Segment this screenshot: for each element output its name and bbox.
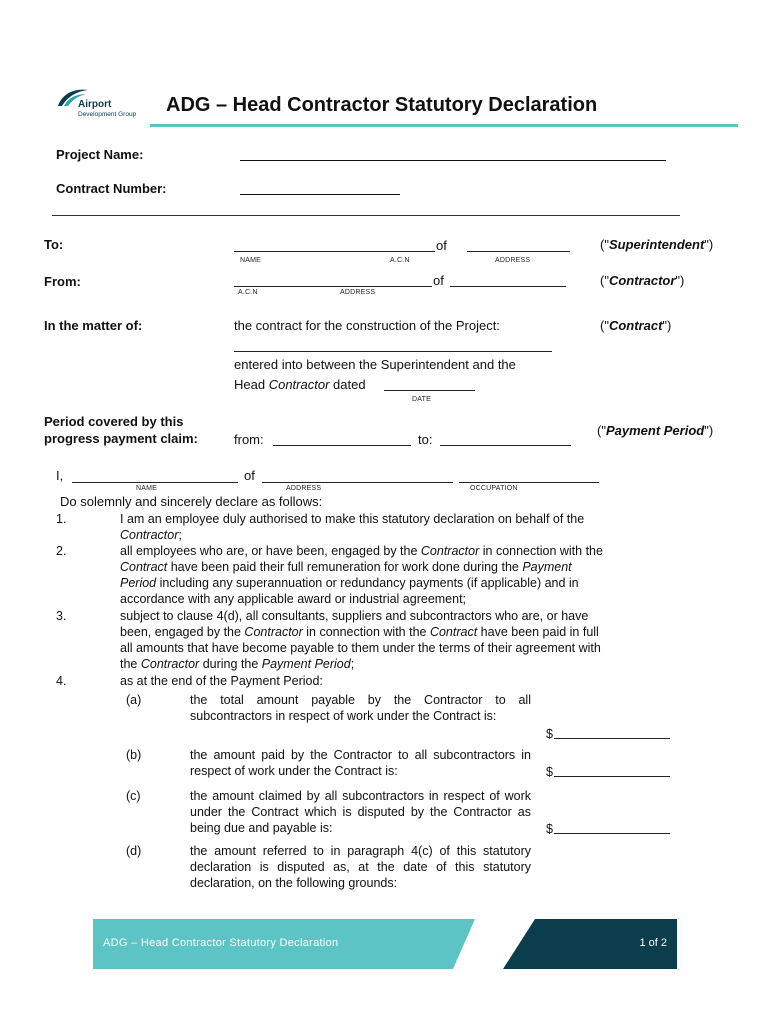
contract-number-field[interactable] (240, 182, 400, 195)
period-word: Period (120, 576, 157, 590)
logo-line1: Airport (78, 99, 112, 110)
item-4-text: as at the end of the Payment Period: (120, 674, 323, 688)
superintendent-name-field[interactable] (234, 240, 435, 252)
subitem-b-amount-field[interactable] (554, 765, 670, 777)
item-3-part: subject to clause 4(d), all consultants, suppliers and subcontractors who are, or have (120, 609, 589, 623)
subitem-d-label: (d) (126, 844, 142, 858)
subitem-d-text: the amount referred to in paragraph 4(c) of this statutory declaration is disputed as, at the date of this statutory declaration, on the following grounds: (190, 844, 531, 890)
subitem-b-dollar: $ (546, 765, 553, 779)
from-label: From: (44, 274, 81, 289)
item-2-part: accordance with any applicable award or industrial agreement; (120, 592, 467, 606)
title-rule (150, 124, 738, 127)
subitem-b-text: the amount paid by the Contractor to all subcontractors in respect of work under the Contract is: (190, 748, 531, 778)
declarant-name-field[interactable] (72, 470, 238, 483)
from-acn-caption: A.C.N (238, 289, 258, 296)
contract-word: Contract (429, 625, 478, 639)
contract-word: Contract (120, 560, 168, 574)
payment-period-role (597, 423, 713, 438)
item-3-part: have been paid in full (477, 625, 599, 639)
declarant-i: I, (56, 468, 64, 483)
role-open: (" (597, 423, 606, 438)
footer-page-number: 1 of 2 (639, 937, 667, 949)
to-name-caption: NAME (240, 257, 262, 264)
payment-period-word: Payment Period (261, 657, 351, 671)
item-3-part: in connection with the (302, 625, 430, 639)
subitem-b-label: (b) (126, 748, 142, 762)
item-4-number: 4. (56, 674, 67, 688)
item-3-text (120, 608, 680, 672)
entered-text: entered into between the Superintendent and the (234, 357, 516, 372)
declarant-of: of (244, 468, 255, 483)
item-2-part: including any superannuation or redundancy payments (if applicable) and in (156, 576, 579, 590)
item-3-part: all amounts that have become payable to them under the terms of their agreement with (120, 641, 601, 655)
head-pre: Head (234, 377, 269, 392)
subitem-c-dollar: $ (546, 822, 553, 836)
contract-number-label: Contract Number: (56, 181, 167, 196)
subitem-a-label: (a) (126, 693, 142, 707)
subitem-c-text: the amount claimed by all subcontractors in respect of work under the Contract which is disputed by the Contractor as being due and payable is: (190, 789, 531, 835)
item-3-number: 3. (56, 609, 67, 623)
item-2-part: have been paid their full remuneration for work done during the (167, 560, 523, 574)
payment-word: Payment (522, 560, 572, 574)
from-of: of (433, 273, 444, 288)
item-2-text (120, 543, 680, 607)
item-3-part: been, engaged by the (120, 625, 245, 639)
contractor-role-text: Contractor (608, 273, 676, 288)
period-label-line2: progress payment claim: (44, 431, 198, 446)
period-to-label: to: (418, 432, 433, 447)
logo-line2: Development Group (78, 111, 137, 118)
section-divider (52, 215, 680, 216)
item-3-part: the (120, 657, 141, 671)
role-open: (" (600, 237, 609, 252)
declare-text: Do solemnly and sincerely declare as follows: (60, 494, 323, 509)
item-1-part: ; (178, 528, 182, 542)
role-close: ") (704, 237, 714, 252)
superintendent-role (600, 237, 713, 252)
matter-text: the contract for the construction of the Project: (234, 318, 500, 333)
subitem-c-label: (c) (126, 789, 141, 803)
contractor-role (600, 273, 684, 288)
subitem-c-amount-field[interactable] (554, 822, 670, 834)
declarant-address-caption: ADDRESS (286, 485, 322, 492)
contract-date-field[interactable] (384, 378, 475, 391)
superintendent-role-text: Superintendent (608, 237, 705, 252)
item-2-number: 2. (56, 544, 67, 558)
to-of: of (436, 238, 447, 253)
project-name-field[interactable] (240, 148, 666, 161)
superintendent-address-field[interactable] (467, 240, 570, 252)
item-3-part: during the (199, 657, 262, 671)
page-title: ADG – Head Contractor Statutory Declaration (166, 94, 598, 116)
subitem-a-text: the total amount payable by the Contractor to all subcontractors in respect of work under the Contract is: (190, 693, 531, 723)
item-2-part: in connection with the (479, 544, 603, 558)
period-from-field[interactable] (273, 433, 411, 446)
project-field[interactable] (234, 339, 552, 352)
footer-bar (93, 919, 677, 969)
item-3-part: ; (350, 657, 355, 671)
head-post: dated (329, 377, 366, 392)
contractor-word: Contractor (120, 528, 179, 542)
period-label-line1: Period covered by this (44, 414, 184, 429)
date-caption: DATE (412, 396, 431, 403)
contractor-word: Contractor (244, 625, 303, 639)
subitem-a-amount-field[interactable] (554, 727, 670, 739)
declarant-occupation-caption: OCCUPATION (470, 485, 518, 492)
head-contractor-dated (234, 377, 366, 392)
to-acn-caption: A.C.N (390, 257, 410, 264)
contractor-word: Contractor (140, 657, 200, 671)
to-address-caption: ADDRESS (495, 257, 531, 264)
contractor-name-field[interactable] (234, 275, 432, 287)
company-logo (56, 86, 156, 120)
matter-label: In the matter of: (44, 318, 143, 333)
footer-title: ADG – Head Contractor Statutory Declaration (103, 937, 339, 949)
role-close: ") (704, 423, 714, 438)
contractor-address-field[interactable] (450, 275, 566, 287)
subitem-a-dollar: $ (546, 727, 553, 741)
role-open: (" (600, 273, 609, 288)
from-address-caption: ADDRESS (340, 289, 376, 296)
item-1-text (120, 511, 680, 543)
item-1-part: I am an employee duly authorised to make this statutory declaration on behalf of the (120, 512, 585, 526)
role-open: (" (600, 318, 609, 333)
payment-period-role-text: Payment Period (605, 423, 705, 438)
declarant-name-caption: NAME (136, 485, 158, 492)
item-2-part: all employees who are, or have been, engaged by the (120, 544, 421, 558)
period-from-label: from: (234, 432, 264, 447)
head-contractor-word: Contractor (268, 377, 330, 392)
item-1-number: 1. (56, 512, 67, 526)
project-name-label: Project Name: (56, 147, 144, 162)
period-to-field[interactable] (440, 433, 571, 446)
contract-role-text: Contract (608, 318, 663, 333)
declarant-address-field[interactable] (262, 470, 453, 483)
contract-role (600, 318, 671, 333)
declarant-occupation-field[interactable] (459, 470, 599, 483)
role-close: ") (675, 273, 685, 288)
role-close: ") (662, 318, 672, 333)
to-label: To: (44, 237, 64, 252)
contractor-word: Contractor (420, 544, 480, 558)
